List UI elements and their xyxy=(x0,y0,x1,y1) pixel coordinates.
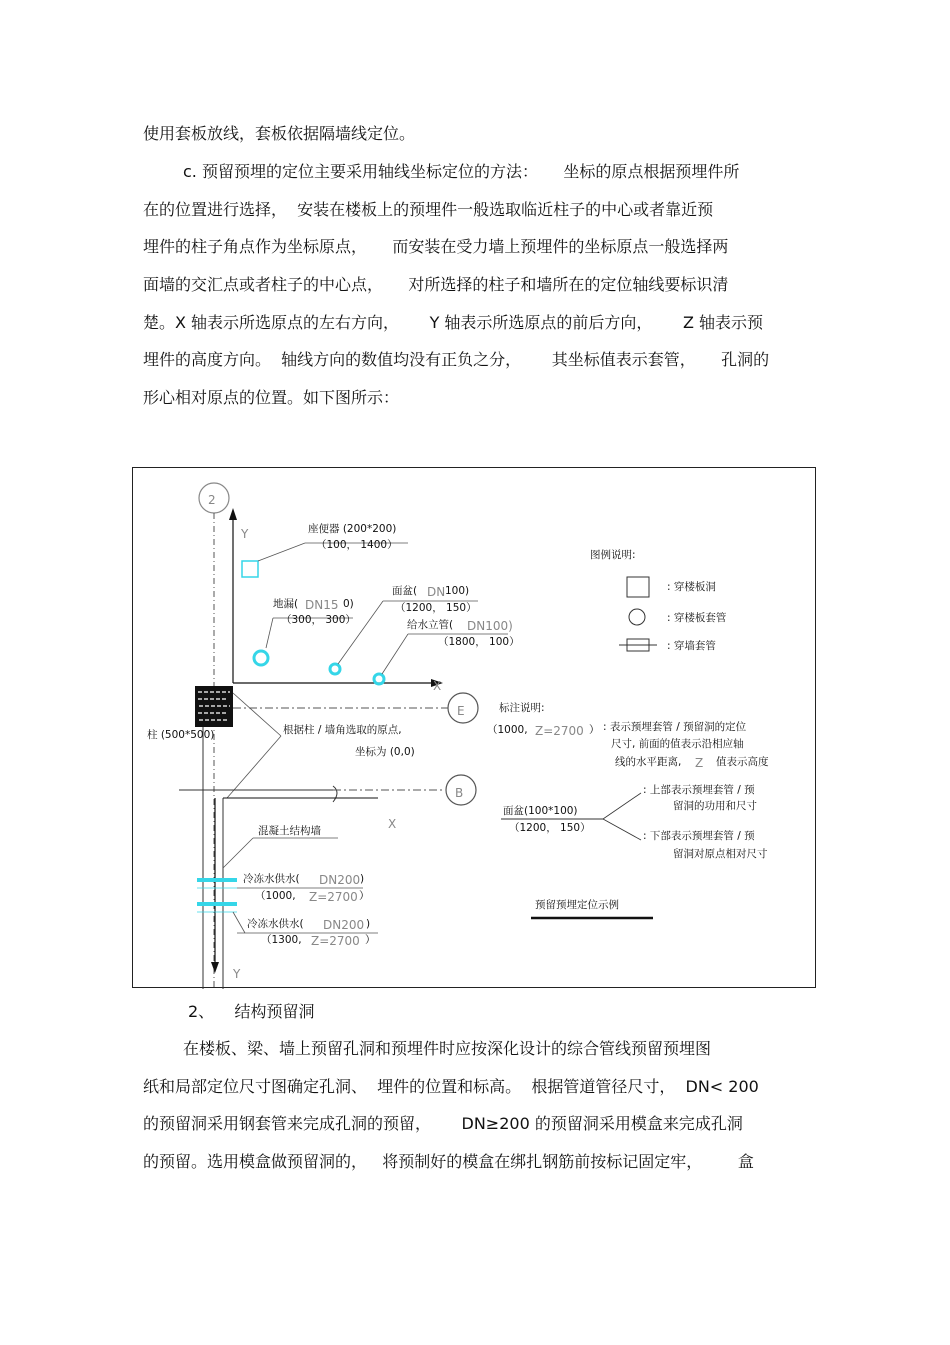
wall-label: 混凝土结构墙 xyxy=(258,825,321,837)
sample-coord: （1200， 150） xyxy=(509,822,591,834)
floor-drain-coord: （300， 300） xyxy=(281,614,356,626)
legend-item: : 穿墙套管 xyxy=(667,640,716,652)
basin-label-b: 100) xyxy=(445,585,470,597)
chw2-label-b: ) xyxy=(366,918,371,930)
text-line: 在的位置进行选择， 安装在楼板上的预埋件一般选取临近柱子的中心或者靠近预 xyxy=(143,200,714,219)
y-axis-label-top: Y xyxy=(241,527,249,541)
basin-dn: DN xyxy=(427,585,446,599)
toilet-opening xyxy=(242,561,258,577)
lower-note: : 下部表示预埋套管 / 预 xyxy=(643,830,755,842)
riser-coord: （1800， 100） xyxy=(438,636,520,648)
text-line: 面墙的交汇点或者柱子的中心点， 对所选择的柱子和墙所在的定位轴线要标识清 xyxy=(143,275,729,294)
notes-example-b: ） xyxy=(589,724,600,736)
chw1-dn: DN200 xyxy=(319,873,361,887)
y-axis-label-bottom: Y xyxy=(233,967,241,981)
legend-hole-icon xyxy=(627,577,649,597)
floor-drain-label-b: 0) xyxy=(343,598,354,610)
toilet-label: 座便器 (200*200) xyxy=(308,523,397,535)
notes-title: 标注说明: xyxy=(499,702,545,714)
upper-note: : 上部表示预埋套管 / 预 xyxy=(643,784,755,796)
basin-coord: （1200， 150） xyxy=(395,602,477,614)
floor-drain-sleeve xyxy=(254,651,268,665)
text-line: 楚。X 轴表示所选原点的左右方向， Y 轴表示所选原点的前后方向， Z 轴表示预 xyxy=(143,313,763,332)
riser-label: 给水立管( xyxy=(407,619,454,631)
sample-label: 面盆(100*100) xyxy=(503,805,578,817)
floor-drain-dn: DN15 xyxy=(305,598,339,612)
chw2-dn: DN200 xyxy=(323,918,365,932)
riser-dn: DN100) xyxy=(467,619,513,633)
legend-item: : 穿楼板套管 xyxy=(667,612,727,624)
x-axis-label-upper: X xyxy=(433,679,442,693)
notes-text: 线的水平距离, xyxy=(615,756,682,768)
notes-text: : 表示预埋套管 / 预留洞的定位 xyxy=(603,721,747,733)
origin-note-1: 根据柱 / 墙角选取的原点, xyxy=(283,724,402,736)
notes-text: 尺寸, 前面的值表示沿相应轴 xyxy=(611,738,744,750)
text-line: 埋件的柱子角点作为坐标原点， 而安装在受力墙上预埋件的坐标原点一般选择两 xyxy=(143,237,729,256)
figure-caption: 预留预埋定位示例 xyxy=(535,899,619,911)
chw2-label: 冷冻水供水( xyxy=(247,918,304,930)
notes-example-z: Z=2700 xyxy=(535,724,584,738)
chw2-coord: （1300, xyxy=(261,934,302,946)
chw1-coord-b: ） xyxy=(359,890,370,902)
section-heading: 2、 结构预留洞 xyxy=(188,1002,315,1021)
text-line: 埋件的高度方向。 轴线方向的数值均没有正负之分， 其坐标值表示套管， 孔洞的 xyxy=(143,350,770,369)
x-axis-label-lower: X xyxy=(388,817,397,831)
floor-drain-label: 地漏( xyxy=(273,598,299,610)
text-line: 使用套板放线，套板依据隔墙线定位。 xyxy=(143,124,416,143)
legend-item: : 穿楼板洞 xyxy=(667,581,716,593)
text-line: 在楼板、梁、墙上预留孔洞和预埋件时应按深化设计的综合管线预留预埋图 xyxy=(183,1039,712,1058)
notes-text-z: Z xyxy=(695,756,704,770)
positioning-diagram xyxy=(133,468,817,989)
basin-sleeve xyxy=(330,664,340,674)
legend-sleeve-icon xyxy=(629,609,645,625)
text-line: 的预留洞采用钢套管来完成孔洞的预留， DN≥200 的预留洞采用模盒来完成孔洞 xyxy=(143,1114,743,1133)
axis-E-label: E xyxy=(457,704,465,718)
chw1-coord: （1000, xyxy=(255,890,296,902)
upper-note: 留洞的功用和尺寸 xyxy=(673,800,757,812)
text-line: 的预留。选用模盒做预留洞的， 将预制好的模盒在绑扎钢筋前按标记固定牢， 盒 xyxy=(143,1152,754,1171)
basin-label: 面盆( xyxy=(392,585,418,597)
chw1-z: Z=2700 xyxy=(309,890,358,904)
text-line: c. 预留预埋的定位主要采用轴线坐标定位的方法： 坐标的原点根据预埋件所 xyxy=(183,162,740,181)
notes-example: （1000, xyxy=(487,724,528,736)
chw1-label: 冷冻水供水( xyxy=(243,873,300,885)
chw2-z: Z=2700 xyxy=(311,934,360,948)
chw1-label-b: ) xyxy=(360,873,365,885)
text-line: 形心相对原点的位置。如下图所示： xyxy=(143,388,400,407)
origin-note-2: 坐标为 (0,0) xyxy=(355,746,415,758)
chw2-coord-b: ） xyxy=(365,934,376,946)
lower-note: 留洞对原点相对尺寸 xyxy=(673,848,768,860)
riser-sleeve xyxy=(374,674,384,684)
notes-text: 值表示高度 xyxy=(716,756,769,768)
layout-figure xyxy=(132,467,816,988)
column-label: 柱 (500*500) xyxy=(147,729,215,741)
axis-2-label: 2 xyxy=(208,493,216,507)
axis-B-label: B xyxy=(455,786,464,800)
legend-title: 图例说明: xyxy=(590,549,636,561)
toilet-coord: （100， 1400） xyxy=(316,539,398,551)
text-line: 纸和局部定位尺寸图确定孔洞、 埋件的位置和标高。 根据管道管径尺寸， DN< 200 xyxy=(143,1077,759,1096)
